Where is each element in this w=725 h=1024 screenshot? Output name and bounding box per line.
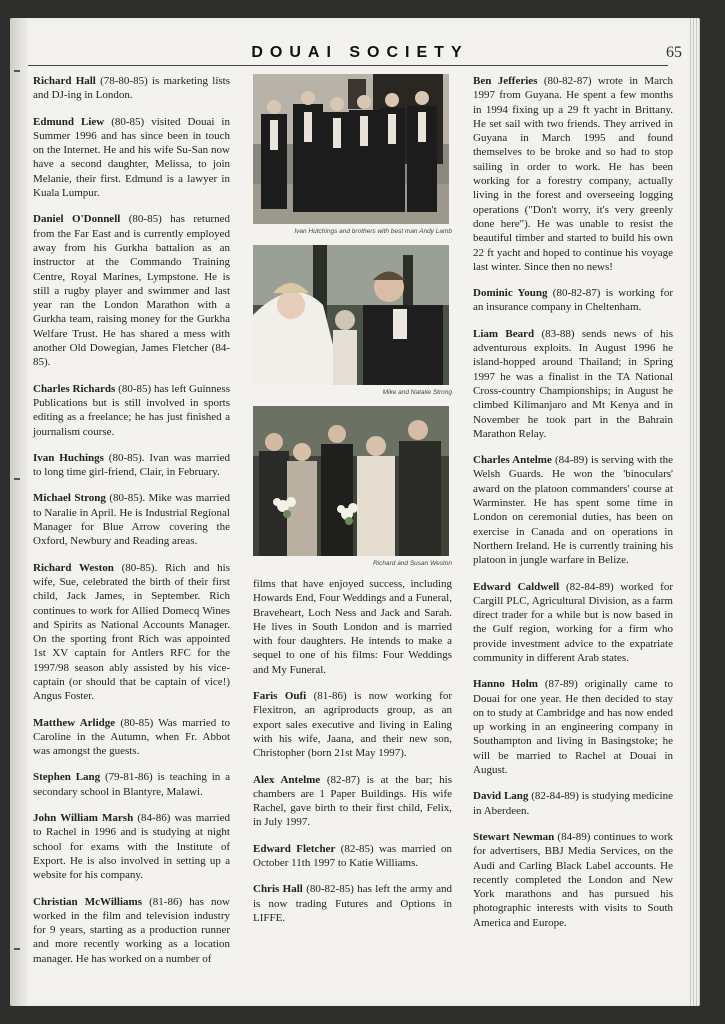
- alumni-news: (80-82-85) has left the army and is now trading Futures and Options in LIFFE.: [253, 883, 452, 924]
- alumni-news: (84-89) is serving with the Welsh Guards. He won the 'binoculars' award on the platoon commanders' course at Warminster. He has spent some time in London on ceremonial duties, has been on exercise in Canada and on operations in Northern Ireland. He is currently training his platoon in jungle warfare in Belize.: [473, 454, 674, 567]
- alumni-entry: [253, 577, 452, 677]
- alumni-name: Matthew Arlidge: [33, 716, 116, 729]
- photo-bride-groom: [253, 245, 449, 385]
- alumni-name: Edward Caldwell: [473, 580, 560, 593]
- alumni-news: (80-85). Ivan was married to long time girl-friend, Clair, in February.: [33, 451, 230, 479]
- alumni-name: Stewart Newman: [473, 830, 555, 843]
- magazine-page: [10, 18, 700, 1006]
- alumni-entry: [473, 286, 673, 315]
- binding-mark: [14, 478, 20, 480]
- column-right: [473, 74, 673, 942]
- alumni-name: Dominic Young: [473, 287, 548, 300]
- alumni-news: (82-84-89) worked for Cargill PLC, Agricultural Division, as a farm direct trader for a while but is now based in the Gulf region, working for a firm who provide investment advice to the expatriate community in different Arab states.: [473, 580, 673, 664]
- alumni-news: (81-86) is now working for Flexitron, an agriproducts group, as an export sales executive and living in Ealing with his wife, Jaana, and their new son, Christopher (born 21st May 1997).: [253, 690, 452, 760]
- alumni-news: (87-89) originally came to Douai for one year. He then decided to stay on to study at Cambridge and has now ended up working in an engineering company in Southampton and living in Basingstoke; he will be married to Rachel at Douai in August.: [473, 678, 673, 777]
- alumni-news: (82-84-89) is studying medicine in Aberdeen.: [473, 790, 673, 817]
- alumni-entry: [473, 789, 673, 818]
- alumni-name: Liam Beard: [473, 327, 535, 340]
- photo-groomsmen: [253, 74, 449, 224]
- photo-wedding-group: [253, 406, 449, 556]
- column-middle-text: [253, 577, 452, 925]
- alumni-entry: [473, 327, 673, 441]
- alumni-name: Richard Hall: [33, 75, 96, 87]
- alumni-name: Ben Jefferies: [473, 75, 538, 87]
- alumni-name: Richard Weston: [33, 561, 114, 574]
- alumni-name: Chris Hall: [253, 883, 303, 896]
- alumni-entry: [473, 677, 673, 777]
- alumni-name: Christian McWilliams: [33, 895, 142, 908]
- alumni-entry: [253, 882, 452, 925]
- alumni-name: Faris Oufi: [253, 690, 307, 703]
- alumni-news: (80-82-87) wrote in March 1997 from Guyana. He spent a few months in 1994 fixing up a 29 ft yacht in Brittany. He set sail with two friends. They arrived in Guyana in March 1995 and found themselves to be broke and so had to stop sailing in order to work. He has been working for a forestry company, actually living in the forest and overseeing logging operations ("Don't worry, it's very greenly done here"). He was unable to resist the beautiful timber and started to build his own 22 ft yacht and hoped to continue his voyage last winter. Since then no news!: [473, 75, 673, 273]
- alumni-name: Ivan Huchings: [33, 451, 104, 464]
- page-edge: [690, 18, 700, 1006]
- photo-caption: Mike and Natalie Strong: [382, 389, 452, 396]
- alumni-name: Alex Antelme: [253, 773, 321, 786]
- alumni-entry: [473, 453, 673, 567]
- binding-mark: [14, 948, 20, 950]
- alumni-news: (80-85) has returned from the Far East and is currently employed away from his Gurkha battalion as an instructor at the Commando Training Centre, Royal Marines, Lympstone. He is still a rugby player and swimmer and last year ran the London Marathon with a Gurkha team, raising money for the Gurkha Welfare Trust. He has shared a mess with another Old Dowegian, James Fletcher (84-85).: [33, 213, 230, 369]
- alumni-news: (80-85). Mike was married to Naralie in April. He is Industrial Regional Manager for Blue Arrow covering the Oxford, Newbury and Reading areas.: [33, 492, 230, 548]
- section-title: DOUAI SOCIETY: [251, 44, 469, 61]
- alumni-name: David Lang: [473, 790, 529, 803]
- alumni-entry: [473, 74, 673, 274]
- alumni-entry: [33, 451, 230, 480]
- alumni-entry: [253, 842, 452, 871]
- alumni-entry: [33, 716, 230, 759]
- alumni-entry: [33, 895, 230, 966]
- photo-caption: Ivan Hutchings and brothers with best man Andy Lamb: [294, 228, 452, 235]
- alumni-news: (81-86) has now worked in the film and television industry for 9 years, starting as a production runner and more recently working as a location manager. He has worked on a number of: [33, 895, 230, 965]
- binding-mark: [14, 70, 20, 72]
- alumni-news: (80-82-87) is working for an insurance company in Cheltenham.: [473, 287, 673, 314]
- alumni-news: (84-86) was married to Rachel in 1996 and is studying at night school for exams with the Institute of Export. He is also involved in setting up a website for his company.: [33, 812, 230, 882]
- photo-caption: Richard and Susan Weston: [372, 560, 452, 567]
- alumni-entry: [33, 491, 230, 548]
- alumni-name: Edward Fletcher: [253, 842, 336, 855]
- alumni-news: (80-85) visited Douai in Summer 1996 and has since been in touch on the Internet. He and his wife Su-San now have a second daughter, Melissa, to join Melanie, their first. Edmund is a lawyer in Kuala Lumpur.: [33, 115, 230, 200]
- header-rule: [28, 65, 668, 66]
- alumni-entry: [473, 830, 673, 930]
- alumni-name: Charles Richards: [33, 382, 116, 395]
- alumni-name: Edmund Liew: [33, 115, 105, 128]
- alumni-news: (79-81-86) is teaching in a secondary school in Blantyre, Malawi.: [33, 771, 231, 798]
- alumni-entry: [33, 115, 230, 201]
- alumni-name: Michael Strong: [33, 492, 106, 505]
- alumni-entry: [33, 561, 230, 704]
- column-left: [33, 74, 230, 978]
- alumni-news: films that have enjoyed success, including Howards End, Four Weddings and a Funeral, Braveheart, Loch Ness and Jack and Sarah. He lives in South London and is married with four daughters. He intends to make a sequel to one of his films: Four Weddings and My Funeral.: [253, 578, 452, 676]
- alumni-news: (80-85). Rich and his wife, Sue, celebrated the birth of their first child, Jack James, in September. Rich continues to work for Allied Domecq Wines and Spirits as National Accounts Manager. On the sporting front Rich was appointed 1st XV captain for Antlers RFC for the 1997/98 season ably assisted by his vice-captain (or should that be captain of vice!) Angus Foster.: [33, 561, 231, 703]
- alumni-entry: [253, 689, 452, 760]
- alumni-name: Charles Antelme: [473, 454, 552, 467]
- alumni-entry: [33, 811, 230, 882]
- alumni-entry: [253, 773, 452, 830]
- alumni-name: Hanno Holm: [473, 678, 538, 691]
- alumni-news: (78-80-85) is marketing lists and DJ-ing in London.: [33, 75, 230, 102]
- alumni-news: (82-85) was married on October 11th 1997 to Katie Williams.: [253, 842, 452, 870]
- alumni-entry: [473, 580, 673, 666]
- alumni-entry: [33, 770, 230, 799]
- alumni-news: (80-85) Was married to Caroline in the Autumn, when Fr. Abbot was amongst the guests.: [33, 716, 231, 758]
- column-middle: [253, 74, 452, 937]
- page-spine: [10, 18, 28, 1006]
- alumni-news: (83-88) sends news of his adventurous exploits. In August 1996 he island-hopped around Thailand; in Spring 1997 he was a finalist in the TA National Cross-country Championships; in August he climbed Kilimanjaro and Mt Kenya and in November he took part in the Bahrain Marathon Relay.: [473, 327, 673, 440]
- page-number: 65: [666, 44, 682, 61]
- alumni-news: (82-87) is at the bar; his chambers are 1 Paper Buildings. His wife Rachel, gave birth to their first child, Felix, in July 1997.: [253, 773, 452, 829]
- alumni-name: Daniel O'Donnell: [33, 213, 121, 226]
- alumni-news: (84-89) continues to work for advertisers, BBJ Media Services, on the Audi and Carling Black Label accounts. He recently completed the London and New York marathons and has pursued his photographic interests with visits to South America and Europe.: [473, 830, 674, 929]
- alumni-name: Stephen Lang: [33, 771, 101, 784]
- alumni-entry: [33, 212, 230, 369]
- alumni-name: John William Marsh: [33, 812, 134, 825]
- alumni-entry: [33, 382, 230, 439]
- alumni-news: (80-85) has left Guinness Publications but is still involved in sports editing as a freelance; he has just finished a journalism course.: [33, 382, 230, 438]
- alumni-entry: [33, 74, 230, 103]
